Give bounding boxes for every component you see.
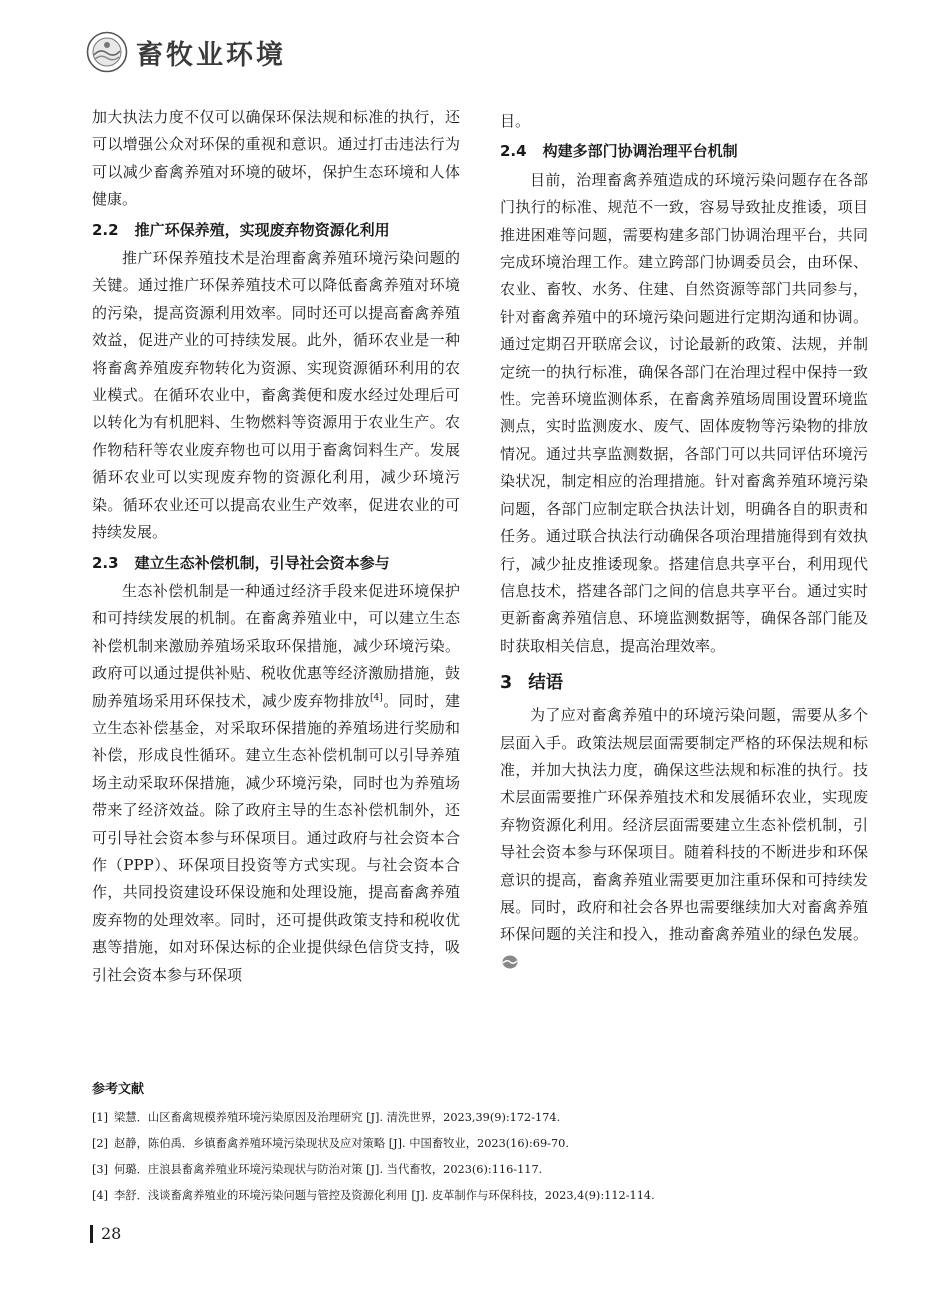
paragraph: 目前，治理畜禽养殖造成的环境污染问题存在各部门执行的标准、规范不一致，容易导致扯皮推诿，项目推进困难等问题，需要构建多部门协调治理平台，共同完成环境治理工作。建立跨部门协调委员会，由环保、农业、畜牧、水务、住建、自然资源等部门共同参与，针对畜禽养殖中的环境污染问题进行定期沟通和协调。通过定期召开联席会议，讨论最新的政策、法规，并制定统一的执行标准，确保各部门在治理过程中保持一致性。完善环境监测体系，在畜禽养殖场周围设置环境监测点，实时监测废水、废气、固体废物等污染物的排放情况。通过共享监测数据，各部门可以共同评估环境污染状况，制定相应的治理措施。针对畜禽养殖环境污染问题，各部门应制定联合执法计划，明确各自的职责和任务。通过联合执法行动确保各项治理措施得到有效执行，减少扯皮推诿现象。搭建信息共享平台，利用现代信息技术，搭建各部门之间的信息共享平台。通过实时更新畜禽养殖信息、环境监测数据等，确保各部门能及时获取相关信息，提高治理效率。 [500,170,868,655]
citation-marker: [4] [370,692,383,703]
section-title: 建立生态补偿机制，引导社会资本参与 [134,553,390,572]
journal-header [86,30,286,74]
left-column [92,104,460,989]
section-number: 3 [500,673,513,694]
section-title: 推广环保养殖，实现废弃物资源化利用 [134,220,390,239]
reference-number: [2] [92,1137,109,1150]
reference-text: 赵静，陈伯禹．乡镇畜禽养殖环境污染现状及应对策略 [J]. 中国畜牧业，2023(16):69-70. [114,1137,569,1150]
paragraph [500,702,868,976]
section-title: 构建多部门协调治理平台机制 [542,142,738,161]
reference-item [92,1183,872,1209]
section-heading-2-4 [500,138,868,165]
section-number: 2.3 [92,553,119,572]
section-heading-3 [500,668,868,698]
paragraph-continued: 加大执法力度不仅可以确保环保法规和标准的执行，还可以增强公众对环保的重视和意识。通过打击违法行为可以减少畜禽养殖对环境的破坏，保护生态环境和人体健康。 [92,108,460,209]
journal-name: 畜牧业环境 [136,39,286,71]
paragraph-text: 为了应对畜禽养殖中的环境污染问题，需要从多个层面入手。政策法规层面需要制定严格的环保法规和标准，并加大执法力度，确保这些法规和标准的执行。技术层面需要推广环保养殖技术和发展循环农业，实现废弃物资源化利用。经济层面需要建立生态补偿机制，引导社会资本参与环保项目。随着科技的不断进步和环保意识的提高，畜禽养殖业需要更加注重环保和可持续发展。同时，政府和社会各界也需要继续加大对畜禽养殖环保问题的关注和投入，推动畜禽养殖业的绿色发展。 [500,706,868,944]
references [92,1078,872,1209]
paragraph-continued: 目。 [500,112,531,130]
journal-logo-icon [86,31,128,73]
paragraph-text: 生态补偿机制是一种通过经济手段来促进环境保护和可持续发展的机制。在畜禽养殖业中，可以建立生态补偿机制来激励养殖场采取环保措施，减少环境污染。政府可以通过提供补贴、税收优惠等经济激励措施，鼓励养殖场采用环保技术，减少废弃物排放 [92,581,460,710]
footer-bar [90,1225,93,1243]
paragraph-text: 。同时，建立生态补偿基金，对采取环保措施的养殖场进行奖励和补偿，形成良性循环。建立生态补偿机制可以引导养殖场主动采取环保措施，减少环境污染，同时也为养殖场带来了经济效益。除了政府主导的生态补偿机制外，还可引导社会资本参与环保项目。通过政府与社会资本合作（PPP）、环保项目投资等方式实现。与社会资本合作，共同投资建设环保设施和处理设施，提高畜禽养殖废弃物的处理效率。同时，还可提供政策支持和税收优惠等措施，如对环保达标的企业提供绿色信贷支持，吸引社会资本参与环保项 [92,691,460,984]
reference-item [92,1131,872,1157]
reference-number: [3] [92,1163,109,1176]
page-footer [90,1224,121,1243]
reference-number: [4] [92,1189,109,1202]
reference-text: 梁慧．山区畜禽规模养殖环境污染原因及治理研究 [J]. 清洗世界，2023,39(9):172-174. [114,1111,561,1124]
section-heading-2-2 [92,217,460,244]
page-number: 28 [101,1224,122,1243]
reference-item [92,1157,872,1183]
paragraph [92,578,460,989]
section-number: 2.2 [92,220,119,239]
paragraph: 推广环保养殖技术是治理畜禽养殖环境污染问题的关键。通过推广环保养殖技术可以降低畜禽养殖对环境的污染，提高资源利用效率。同时还可以提高畜禽养殖效益，促进产业的可持续发展。此外，循环农业是一种将畜禽养殖废弃物转化为资源、实现资源循环利用的农业模式。在循环农业中，畜禽粪便和废水经过处理后可以转化为有机肥料、生物燃料等资源用于农业生产。农作物秸秆等农业废弃物也可以用于畜禽饲料生产。发展循环农业可以实现废弃物的资源化利用，减少环境污染。循环农业还可以提高农业生产效率，促进农业的可持续发展。 [92,249,460,542]
reference-text: 李舒．浅谈畜禽养殖业的环境污染问题与管控及资源化利用 [J]. 皮革制作与环保科技，2023,4(9):112-114. [114,1189,655,1202]
references-title: 参考文献 [92,1082,145,1097]
section-number: 2.4 [500,142,527,161]
section-heading-2-3 [92,550,460,577]
section-title: 结语 [528,673,564,694]
right-column [500,108,868,976]
reference-number: [1] [92,1111,109,1124]
reference-item [92,1105,872,1131]
reference-text: 何璐．庄浪县畜禽养殖业环境污染现状与防治对策 [J]. 当代畜牧，2023(6):116-117. [114,1163,543,1176]
end-mark-icon [502,955,518,969]
